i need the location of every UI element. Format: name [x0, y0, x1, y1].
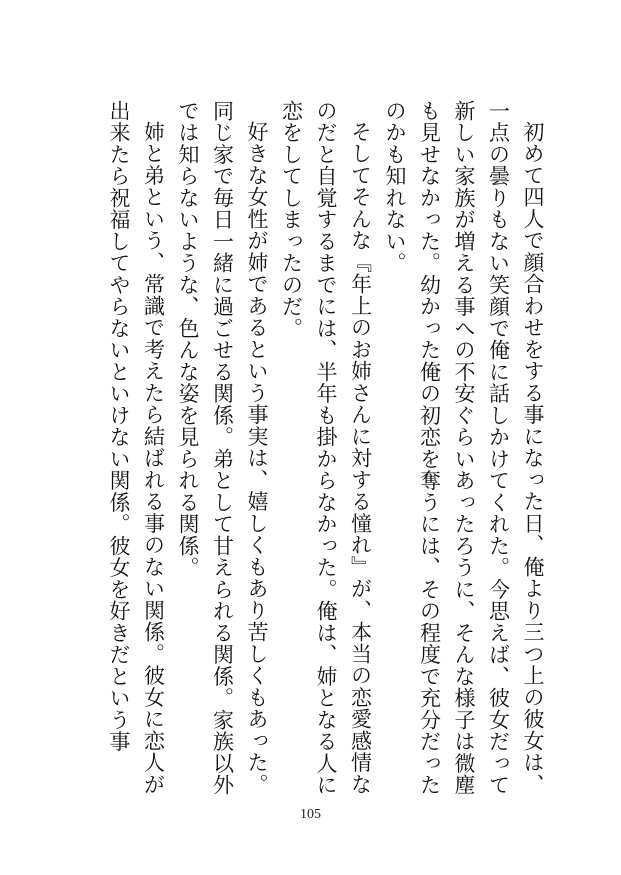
page-number: 105 [300, 807, 321, 822]
vertical-body-text [80, 100, 550, 800]
paragraph-1: 初めて四人で顔合わせをする事になった日、俺より三つ上の彼女は、一点の曇りもない笑顔で俺に話しかけてくれた。今思えば、彼女だって新しい家族が増える事への不安ぐらいあったろうに、そんな様子は微塵も見せなかった。幼かった俺の初恋を奪うには、その程度で充分だったのかも知れない。 [383, 100, 545, 796]
paragraph-3: 好きな女性が姉であるという事実は、嬉しくもあり苦しくもあった。同じ家で毎日一緒に過ごせる関係。弟として甘えられる関係。家族以外では知らないような、色んな姿を見られる関係。 [176, 100, 269, 796]
paragraph-2: そしてそんな『年上のお姉さんに対する憧れ』が、本当の恋愛感情なのだと自覚するまでには、半年も掛からなかった。俺は、姉となる人に恋をしてしまったのだ。 [279, 100, 373, 796]
paragraph-4: 姉と弟という、常識で考えたら結ばれる事のない関係。彼女に恋人が出来たら祝福してやらないといけない関係。彼女を好きだという事 [107, 100, 166, 796]
